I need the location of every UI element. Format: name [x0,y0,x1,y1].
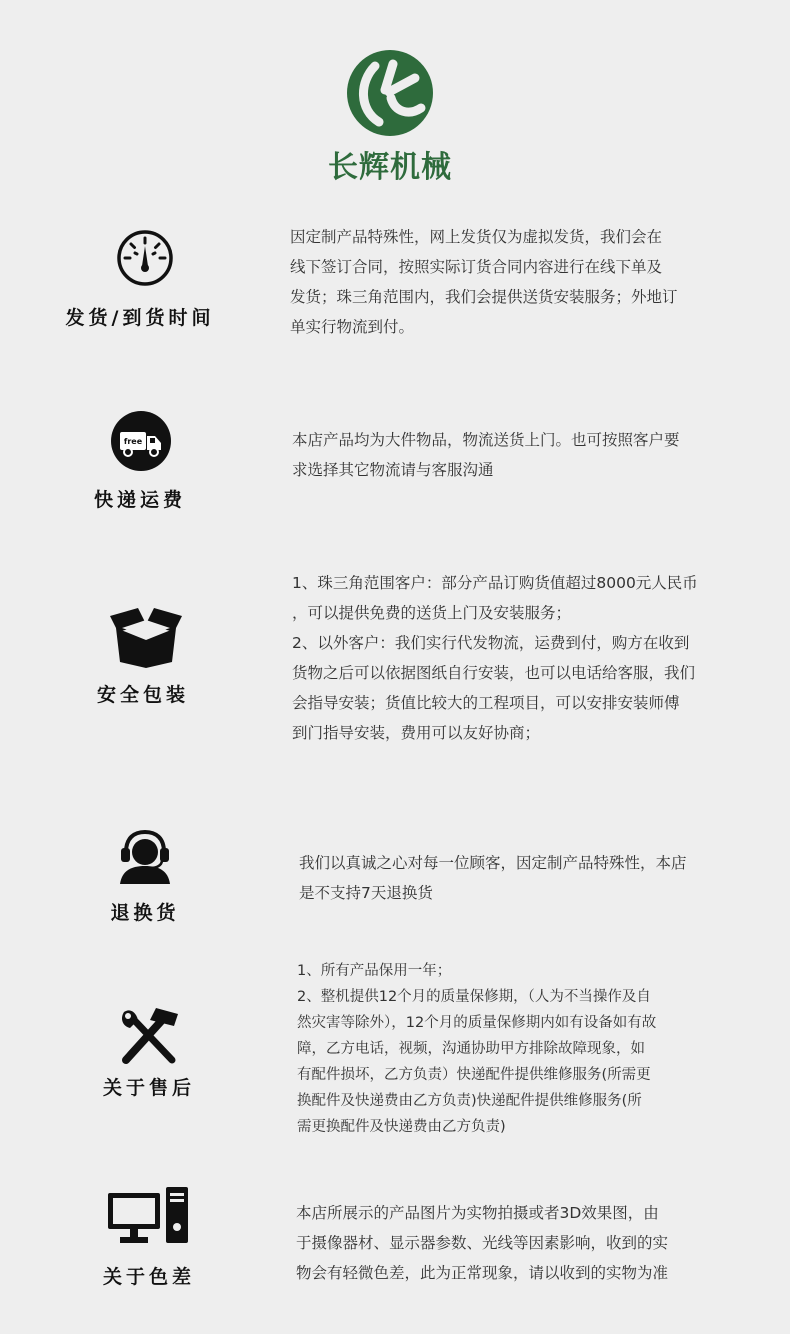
text-line: 需更换配件及快递费由乙方负责) [297,1119,506,1135]
headset-agent-icon [118,828,172,884]
free-delivery-truck-icon [110,410,180,480]
delivery-fee-text [292,425,722,485]
text-line: 线下签订合同，按照实际订货合同内容进行在线下单及 [290,258,663,276]
returns-text [299,848,729,908]
free-text: free [123,437,143,446]
text-line: 是不支持7天退换货 [299,884,433,902]
speedometer-icon [115,228,185,298]
text-line: 2、以外客户：我们实行代发物流，运费到付，购方在收到 [292,634,690,652]
text-line: 货物之后可以依据图纸自行安装，也可以电话给客服，我们 [292,664,696,682]
hammer-wrench-icon [116,1004,182,1064]
label-delivery-fee: 快递运费 [93,489,186,511]
text-line: 于摄像器材、显示器参数、光线等因素影响，收到的实 [296,1234,669,1252]
label-color-difference: 关于色差 [102,1266,195,1288]
label-shipping-time: 发货/到货时间 [65,307,215,329]
text-line: 障，乙方电话，视频，沟通协助甲方排除故障现象，如 [297,1041,645,1057]
text-line: 因定制产品特殊性，网上发货仅为虚拟发货，我们会在 [290,228,663,246]
label-returns: 退换货 [110,902,180,924]
shipping-time-text [290,222,720,342]
after-sales-text [297,958,737,1140]
text-line: 然灾害等除外），12个月的质量保修期内如有设备如有故 [297,1015,657,1031]
computer-monitor-icon [106,1185,190,1247]
text-line: 物会有轻微色差，此为正常现象，请以收到的实物为准 [296,1264,669,1282]
text-line: 2、整机提供12个月的质量保修期，（人为不当操作及自 [297,989,651,1005]
text-line: ，可以提供免费的送货上门及安装服务； [292,604,572,622]
text-line: 有配件损坏，乙方负责）快递配件提供维修服务(所需更 [297,1067,651,1083]
text-line: 到门指导安装，费用可以友好协商； [292,724,541,742]
text-line: 本店所展示的产品图片为实物拍摄或者3D效果图，由 [296,1204,659,1222]
brand-logo-icon [345,48,435,138]
text-line: 本店产品均为大件物品，物流送货上门。也可按照客户要 [292,431,680,449]
text-line: 换配件及快递费由乙方负责)快递配件提供维修服务(所 [297,1093,642,1109]
brand-logo [320,48,460,186]
text-line: 会指导安装；货值比较大的工程项目，可以安排安装师傅 [292,694,680,712]
text-line: 1、珠三角范围客户：部分产品订购货值超过8000元人民币 [292,574,698,592]
text-line: 单实行物流到付。 [290,318,415,336]
label-safe-packaging: 安全包装 [96,684,189,706]
text-line: 求选择其它物流请与客服沟通 [292,461,494,479]
open-box-icon [108,606,184,668]
label-after-sales: 关于售后 [102,1077,195,1099]
text-line: 1、所有产品保用一年； [297,963,452,979]
text-line: 我们以真诚之心对每一位顾客，因定制产品特殊性，本店 [299,854,687,872]
color-difference-text [296,1198,736,1288]
brand-name: 长辉机械 [328,150,452,185]
safe-packaging-text [292,568,732,748]
text-line: 发货；珠三角范围内，我们会提供送货安装服务；外地订 [290,288,678,306]
